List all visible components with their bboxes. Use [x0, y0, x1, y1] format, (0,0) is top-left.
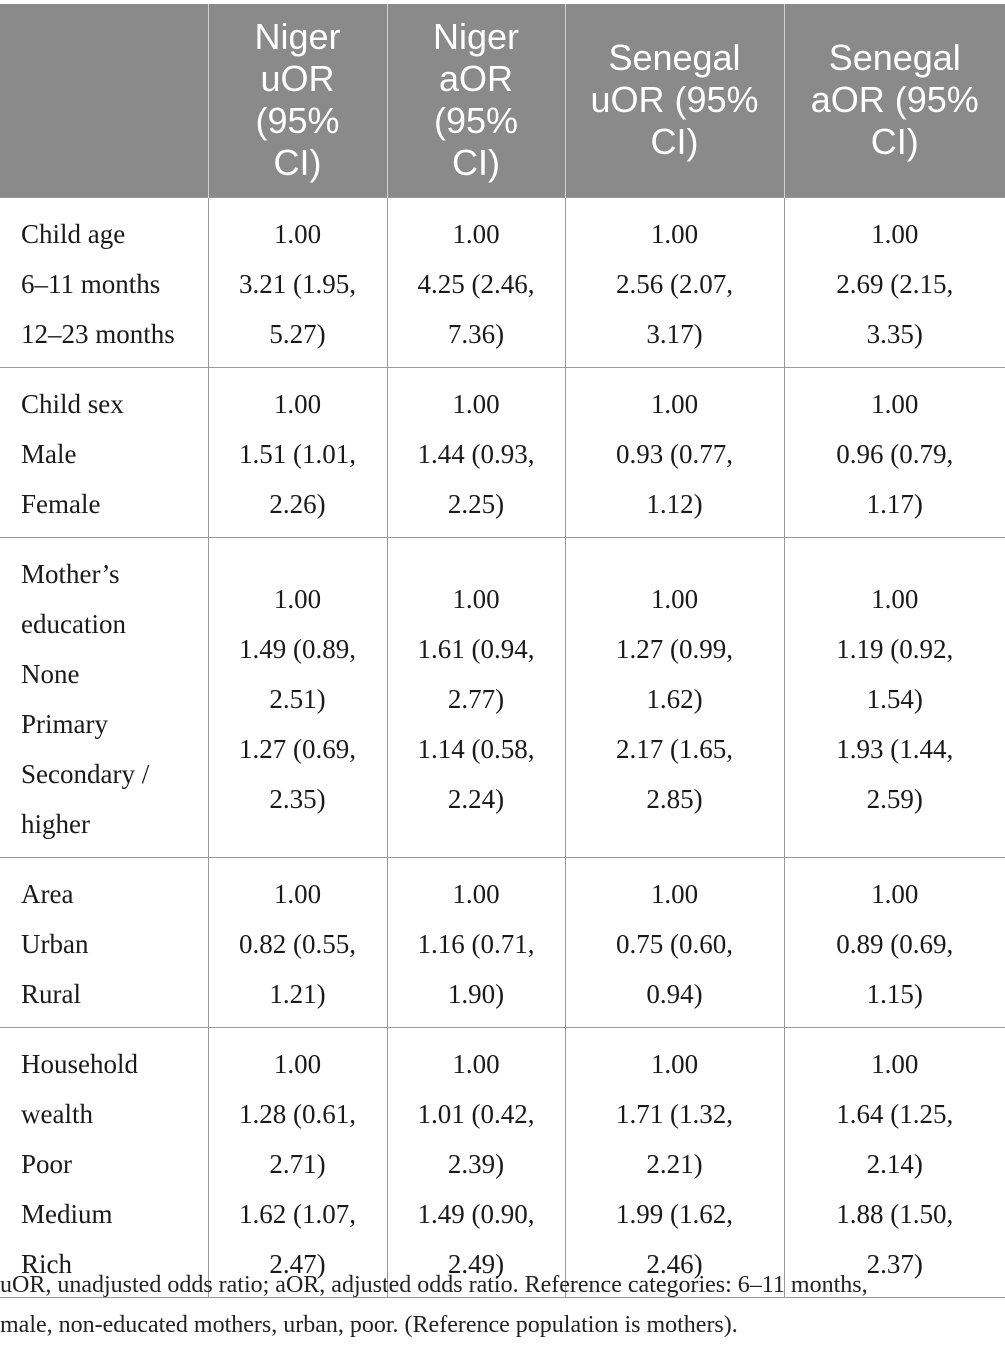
- cell-line: 0.75 (0.60,: [616, 928, 733, 959]
- row-label-line: education: [21, 608, 126, 639]
- cell-line: 1.00: [650, 388, 699, 419]
- cell-line: 2.26): [269, 488, 326, 519]
- cell-line: 1.00: [650, 1048, 699, 1079]
- table-cell: [387, 1027, 565, 1297]
- cell-line: 1.19 (0.92,: [836, 633, 954, 664]
- cell-line: 2.24): [447, 783, 505, 814]
- row-label: [0, 1027, 208, 1297]
- row-label-line: 6–11 months: [21, 268, 161, 299]
- cell-line: 1.27 (0.99,: [616, 633, 733, 664]
- table-cell: [208, 537, 387, 857]
- cell-line: 1.00: [871, 1048, 919, 1079]
- cell-line: 1.00: [452, 1048, 500, 1079]
- table-cell: [208, 857, 387, 1027]
- row-label-line: Area: [21, 878, 74, 909]
- header-line: uOR: [260, 58, 335, 100]
- cell-line: 1.12): [646, 488, 703, 519]
- table-cell: [565, 857, 784, 1027]
- table-cell: [387, 537, 565, 857]
- cell-line: 1.00: [452, 583, 500, 614]
- header-line: CI): [452, 142, 500, 184]
- table-cell: [387, 367, 565, 537]
- table-row-child-sex: [0, 367, 1005, 537]
- cell-line: 1.62 (1.07,: [239, 1198, 356, 1229]
- row-label-line: Female: [21, 488, 101, 519]
- row-label-line: Child age: [21, 218, 126, 249]
- row-label-line: Secondary /: [21, 758, 150, 789]
- cell-line: 1.14 (0.58,: [417, 733, 535, 764]
- row-label: [0, 537, 208, 857]
- table-cell: [784, 1027, 1005, 1297]
- cell-line: 0.89 (0.69,: [836, 928, 954, 959]
- cell-line: 2.14): [866, 1148, 923, 1179]
- header-line: aOR (95%: [810, 79, 979, 121]
- cell-line: 2.39): [447, 1148, 505, 1179]
- cell-line: 2.46): [646, 1248, 703, 1279]
- cell-line: 1.21): [269, 978, 326, 1009]
- table-cell: [784, 537, 1005, 857]
- table-cell: [387, 197, 565, 367]
- cell-line: 2.47): [269, 1248, 326, 1279]
- table-cell: [208, 367, 387, 537]
- cell-line: 1.99 (1.62,: [616, 1198, 733, 1229]
- row-label-line: Medium: [21, 1198, 113, 1229]
- table-footnote: [0, 1265, 1000, 1345]
- header-line: (95%: [433, 100, 519, 142]
- header-line: Senegal: [608, 37, 741, 79]
- cell-line: 1.00: [871, 218, 919, 249]
- cell-line: 2.71): [269, 1148, 326, 1179]
- cell-line: 1.00: [452, 878, 500, 909]
- cell-line: 1.15): [866, 978, 923, 1009]
- row-label-line: wealth: [21, 1098, 93, 1129]
- row-label-line: Poor: [21, 1148, 73, 1179]
- header-cell-senegal-aor: [784, 4, 1005, 197]
- row-label-line: Urban: [21, 928, 89, 959]
- cell-line: 1.00: [273, 388, 322, 419]
- cell-line: 2.21): [646, 1148, 703, 1179]
- cell-line: 2.77): [447, 683, 505, 714]
- cell-line: 1.00: [871, 388, 919, 419]
- table-row-household-wealth: [0, 1027, 1005, 1297]
- cell-line: 2.51): [269, 683, 326, 714]
- header-cell-empty: [0, 4, 208, 197]
- header-line: (95%: [255, 100, 340, 142]
- cell-line: 1.90): [447, 978, 505, 1009]
- cell-line: 1.61 (0.94,: [417, 633, 535, 664]
- row-label-line: Rural: [21, 978, 81, 1009]
- table-cell: [208, 197, 387, 367]
- row-label-line: Rich: [21, 1248, 72, 1279]
- cell-line: 1.62): [646, 683, 703, 714]
- cell-line: 0.93 (0.77,: [616, 438, 733, 469]
- cell-line: 1.17): [866, 488, 923, 519]
- cell-line: 1.27 (0.69,: [239, 733, 356, 764]
- cell-line: 1.51 (1.01,: [239, 438, 356, 469]
- cell-line: 0.82 (0.55,: [239, 928, 356, 959]
- table-row-child-age: [0, 197, 1005, 367]
- header-cell-niger-uor: [208, 4, 387, 197]
- row-label: [0, 197, 208, 367]
- header-cell-niger-aor: [387, 4, 565, 197]
- cell-line: 1.00: [273, 878, 322, 909]
- cell-line: 2.59): [866, 783, 923, 814]
- cell-line: 1.00: [273, 218, 322, 249]
- cell-line: 1.00: [650, 878, 699, 909]
- table-cell: [565, 537, 784, 857]
- cell-line: 1.00: [273, 583, 322, 614]
- header-row: [0, 4, 1005, 197]
- table-cell: [565, 197, 784, 367]
- table-row-mothers-education: [0, 537, 1005, 857]
- cell-line: 3.35): [866, 318, 923, 349]
- cell-line: 1.00: [452, 218, 500, 249]
- table-body: [0, 197, 1005, 1297]
- row-label-line: Mother’s: [21, 558, 120, 589]
- cell-line: 2.85): [646, 783, 703, 814]
- header-line: aOR: [438, 58, 514, 100]
- table-cell: [565, 1027, 784, 1297]
- row-label-line: Child sex: [21, 388, 124, 419]
- table-cell: [208, 1027, 387, 1297]
- table-header: [0, 4, 1005, 197]
- cell-line: 4.25 (2.46,: [417, 268, 535, 299]
- cell-line: 1.93 (1.44,: [836, 733, 954, 764]
- row-label-line: higher: [21, 808, 90, 839]
- cell-line: 1.64 (1.25,: [836, 1098, 954, 1129]
- row-label-line: Primary: [21, 708, 108, 739]
- table-cell: [387, 857, 565, 1027]
- cell-line: 2.25): [447, 488, 505, 519]
- cell-line: 2.37): [866, 1248, 923, 1279]
- table-cell: [784, 197, 1005, 367]
- table-cell: [565, 367, 784, 537]
- header-line: Niger: [254, 16, 341, 58]
- cell-line: 2.17 (1.65,: [616, 733, 733, 764]
- table-cell: [784, 367, 1005, 537]
- odds-ratio-table: [0, 4, 1005, 1298]
- cell-line: 1.00: [871, 878, 919, 909]
- table-cell: [784, 857, 1005, 1027]
- cell-line: 1.00: [650, 583, 699, 614]
- cell-line: 1.00: [273, 1048, 322, 1079]
- cell-line: 1.01 (0.42,: [417, 1098, 535, 1129]
- row-label: [0, 857, 208, 1027]
- row-label-line: Male: [21, 438, 77, 469]
- cell-line: 2.56 (2.07,: [616, 268, 733, 299]
- cell-line: 0.96 (0.79,: [836, 438, 954, 469]
- header-line: CI): [870, 121, 919, 163]
- cell-line: 1.28 (0.61,: [239, 1098, 356, 1129]
- cell-line: 1.00: [650, 218, 699, 249]
- cell-line: 7.36): [447, 318, 505, 349]
- row-label: [0, 367, 208, 537]
- cell-line: 5.27): [269, 318, 326, 349]
- cell-line: 1.49 (0.90,: [417, 1198, 535, 1229]
- cell-line: 2.49): [447, 1248, 505, 1279]
- header-line: uOR (95%: [590, 79, 759, 121]
- header-cell-senegal-uor: [565, 4, 784, 197]
- header-line: CI): [650, 121, 699, 163]
- row-label-line: Household: [21, 1048, 138, 1079]
- cell-line: 1.00: [452, 388, 500, 419]
- cell-line: 1.54): [866, 683, 923, 714]
- header-line: CI): [273, 142, 322, 184]
- header-line: Niger: [432, 16, 520, 58]
- footnote-line: uOR, unadjusted odds ratio; aOR, adjusted odds ratio. Reference categories: 6–11 months,: [0, 1272, 868, 1298]
- cell-line: 1.49 (0.89,: [239, 633, 356, 664]
- cell-line: 2.69 (2.15,: [836, 268, 954, 299]
- header-line: Senegal: [828, 37, 961, 79]
- cell-line: 0.94): [646, 978, 703, 1009]
- cell-line: 1.00: [871, 583, 919, 614]
- cell-line: 1.88 (1.50,: [836, 1198, 954, 1229]
- row-label-line: None: [21, 658, 80, 689]
- row-label-line: 12–23 months: [21, 318, 175, 349]
- table-row-area: [0, 857, 1005, 1027]
- cell-line: 1.44 (0.93,: [417, 438, 535, 469]
- cell-line: 3.17): [646, 318, 703, 349]
- cell-line: 1.16 (0.71,: [417, 928, 535, 959]
- footnote-line: male, non-educated mothers, urban, poor. (Reference population is mothers).: [0, 1312, 738, 1338]
- cell-line: 3.21 (1.95,: [239, 268, 356, 299]
- cell-line: 1.71 (1.32,: [616, 1098, 733, 1129]
- cell-line: 2.35): [269, 783, 326, 814]
